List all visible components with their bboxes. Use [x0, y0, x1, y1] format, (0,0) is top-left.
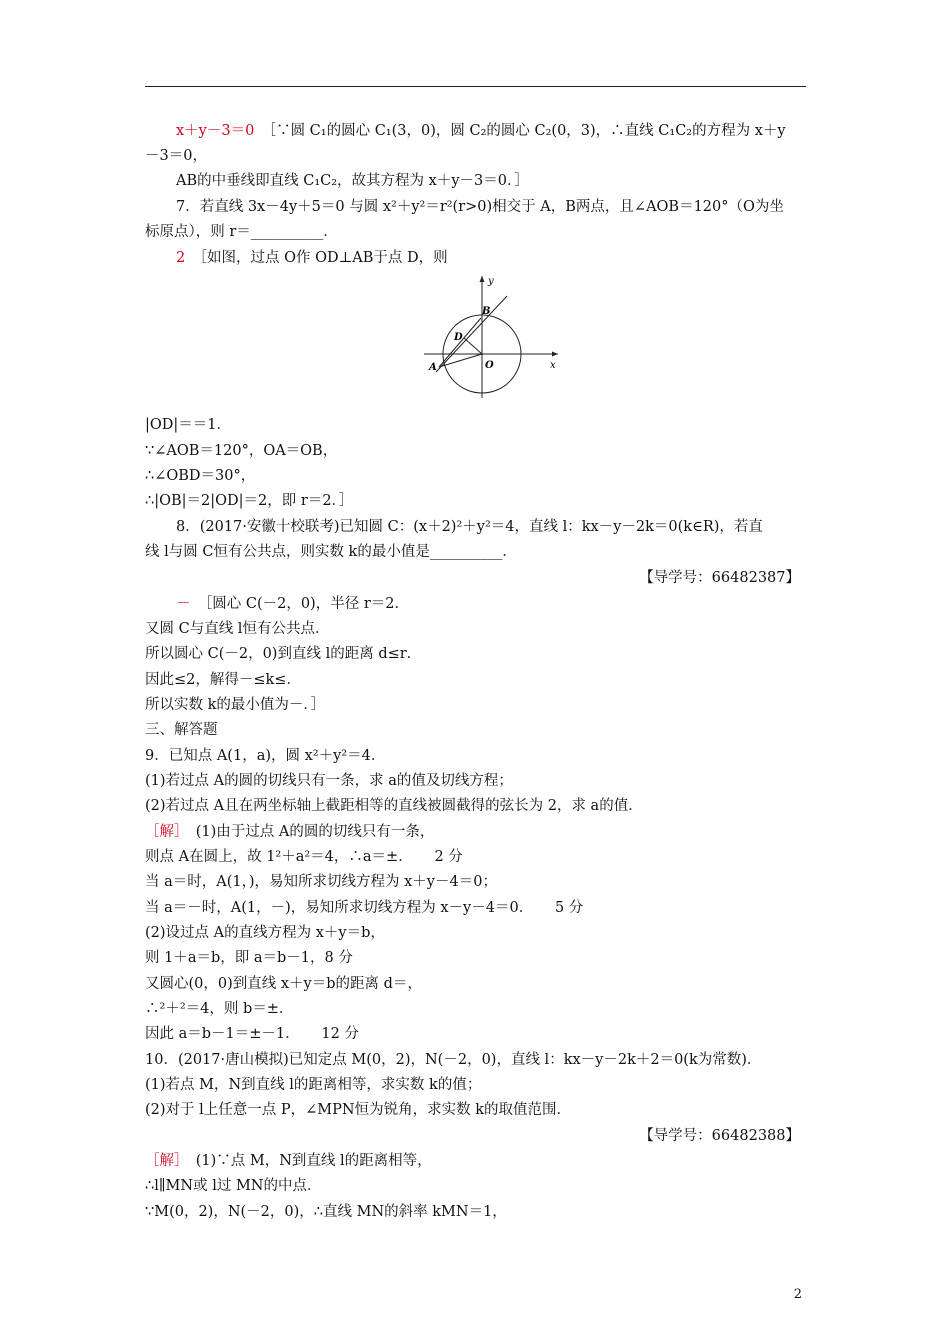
guide-number-1: 【导学号：66482387】	[639, 570, 800, 586]
solution-9-start	[145, 822, 434, 842]
text-line: ∵∠AOB＝120°，OA＝OB，	[145, 443, 338, 459]
answer-7: 2	[176, 250, 186, 266]
question-8: 8．(2017·安徽十校联考)已知圆 C：(x＋2)²＋y²＝4，直线 l：kx－y－2k＝0(k∈R)，若直	[176, 519, 763, 535]
answer-line-7	[176, 248, 448, 268]
text-line: 则点 A在圆上，故 1²＋a²＝4，∴a＝±． 2 分	[145, 849, 463, 865]
text-line: 则 1＋a＝b，即 a＝b－1，8 分	[145, 950, 353, 966]
answer-line-8	[176, 594, 409, 614]
page-number: 2	[793, 1287, 802, 1302]
text-line: 当 a＝时，A(1，)，易知所求切线方程为 x＋y－4＝0；	[145, 874, 497, 890]
origin-label: O	[485, 360, 494, 371]
solution-9-text: (1)由于过点 A的圆的切线只有一条，	[195, 824, 435, 840]
question-10-part-2: (2)对于 l上任意一点 P，∠MPN恒为锐角，求实数 k的取值范围．	[145, 1102, 571, 1118]
text-line: ∴∠OBD＝30°，	[145, 468, 256, 484]
text-line: |OD|＝＝1．	[145, 417, 232, 433]
solution-10-start	[145, 1151, 432, 1171]
text-line: 所以实数 k的最小值为－．］	[145, 697, 326, 713]
question-7-cont: 标原点），则 r＝__________．	[145, 224, 338, 240]
answer-8: －	[176, 596, 191, 612]
guide-number-2: 【导学号：66482388】	[639, 1128, 800, 1144]
text-line: ∴²＋²＝4，则 b＝±．	[145, 1001, 294, 1017]
question-7: 7．若直线 3x－4y＋5＝0 与圆 x²＋y²＝r²(r>0)相交于 A，B两点，且∠AOB＝120°（O为坐	[176, 199, 784, 215]
circle-figure	[418, 272, 564, 400]
answer-6: x＋y－3＝0	[176, 123, 255, 139]
question-8-cont: 线 l与圆 C恒有公共点，则实数 k的最小值是__________．	[145, 544, 517, 560]
solution-7-text: ［如图，过点 O作 OD⊥AB于点 D，则	[199, 250, 448, 266]
text-line: ∵M(0，2)，N(－2，0)，∴直线 MN的斜率 kMN＝1，	[145, 1204, 507, 1220]
text-line: 因此 a＝b－1＝±－1． 12 分	[145, 1026, 359, 1042]
header-rule	[145, 86, 806, 87]
solution-10-text: (1)∵点 M，N到直线 l的距离相等，	[195, 1153, 432, 1169]
text-line: －3＝0，	[145, 148, 207, 164]
text-line: ∴|OB|＝2|OD|＝2，即 r＝2．］	[145, 493, 354, 509]
text-line: 又圆 C与直线 l恒有公共点．	[145, 621, 330, 637]
solution-tag: ［解］	[145, 1153, 182, 1169]
question-10-part-1: (1)若点 M，N到直线 l的距离相等，求实数 k的值；	[145, 1077, 482, 1093]
text-line: 又圆心(0，0)到直线 x＋y＝b的距离 d＝，	[145, 976, 422, 992]
point-a-label: A	[429, 362, 437, 373]
text-line: 所以圆心 C(－2，0)到直线 l的距离 d≤r．	[145, 646, 422, 662]
y-axis-label: y	[488, 276, 494, 287]
solution-8-text: ［圆心 C(－2，0)，半径 r＝2．	[205, 596, 409, 612]
answer-line-6	[176, 121, 786, 141]
point-d-label: D	[454, 332, 463, 343]
question-9: 9．已知点 A(1，a)，圆 x²＋y²＝4．	[145, 748, 386, 764]
x-axis-label: x	[550, 360, 556, 371]
question-9-part-1: (1)若过点 A的圆的切线只有一条，求 a的值及切线方程；	[145, 773, 513, 789]
question-9-part-2: (2)若过点 A且在两坐标轴上截距相等的直线被圆截得的弦长为 2，求 a的值．	[145, 798, 643, 814]
point-b-label: B	[482, 306, 491, 317]
solution-tag: ［解］	[145, 824, 182, 840]
question-10: 10．(2017·唐山模拟)已知定点 M(0，2)，N(－2，0)，直线 l：kx－y－2k＋2＝0(k为常数)．	[145, 1052, 762, 1068]
text-line: 当 a＝－时，A(1，－)，易知所求切线方程为 x－y－4＝0． 5 分	[145, 900, 584, 916]
text-line: (2)设过点 A的直线方程为 x＋y＝b，	[145, 925, 385, 941]
text-line: AB的中垂线即直线 C₁C₂，故其方程为 x＋y－3＝0．］	[176, 173, 529, 189]
text-line: 因此≤2，解得－≤k≤．	[145, 672, 301, 688]
solution-6-text: ［∵圆 C₁的圆心 C₁(3，0)，圆 C₂的圆心 C₂(0，3)，∴直线 C₁C₂的方程为 x＋y	[268, 123, 786, 139]
text-line: ∴l∥MN或 l过 MN的中点．	[145, 1178, 322, 1194]
section-heading: 三、解答题	[145, 722, 218, 738]
